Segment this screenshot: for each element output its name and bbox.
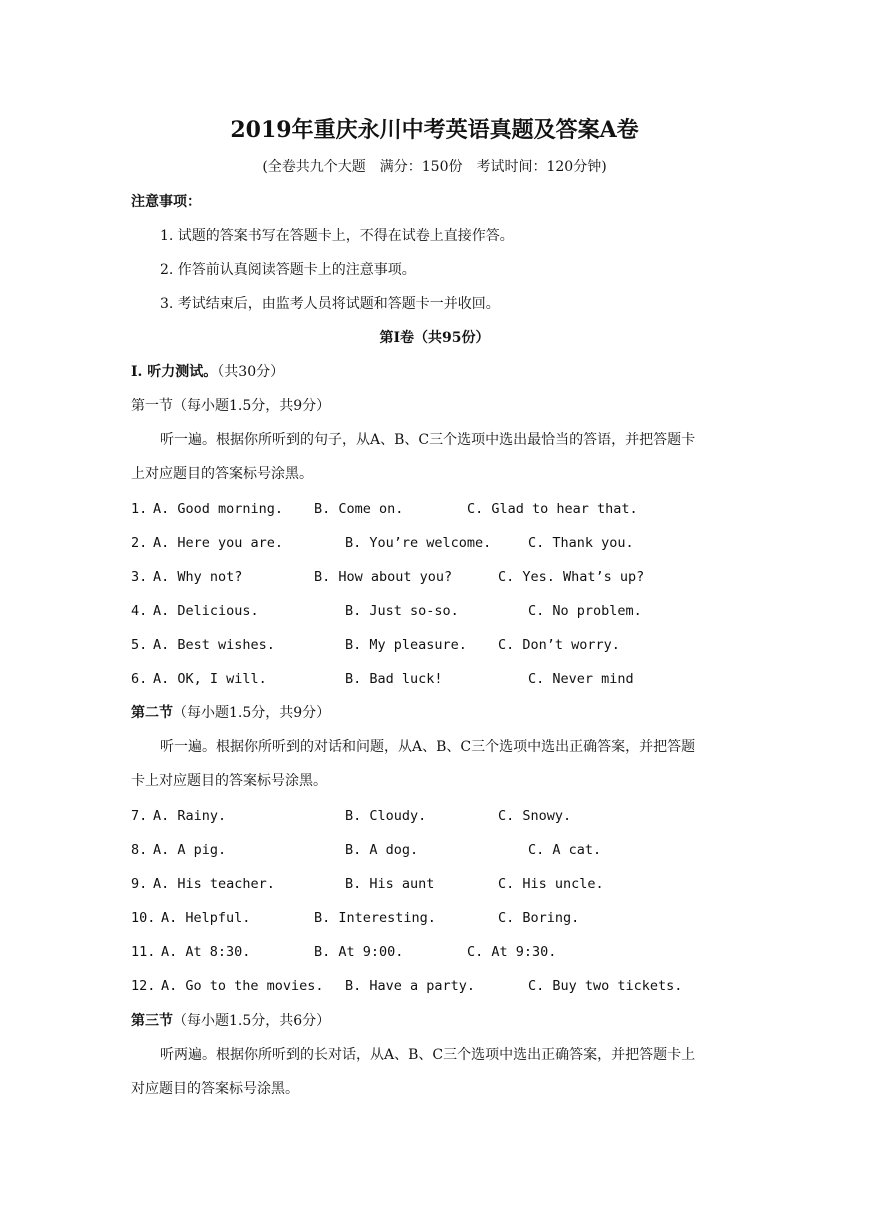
option-c: C. Don’t worry. [498,637,620,653]
question-number: 12. [131,978,156,994]
option-a: A. A pig. [153,842,227,858]
section-points: （共30分） [217,364,285,380]
subsection-heading [131,703,330,723]
question-number: 7. [131,808,148,824]
notice-item: 3. 考试结束后，由监考人员将试题和答题卡一并收回。 [160,296,500,312]
option-b: B. His aunt [345,876,435,892]
instruction-text: 听一遍。根据你所听到的句子，从A、B、C三个选项中选出最恰当的答语，并把答题卡 [160,432,696,448]
option-a: A. Best wishes. [153,637,275,653]
instruction-text: 听两遍。根据你所听到的长对话，从A、B、C三个选项中选出正确答案，并把答题卡上 [160,1047,696,1063]
option-b: B. Interesting. [314,910,436,926]
notice-item: 1. 试题的答案书写在答题卡上，不得在试卷上直接作答。 [160,228,514,244]
instruction-text: 卡上对应题目的答案标号涂黑。 [131,773,327,789]
option-c: C. His uncle. [498,876,604,892]
question-number: 2. [131,535,148,551]
question-number: 11. [131,944,156,960]
option-a: A. At 8:30. [161,944,251,960]
option-c: C. Yes. What’s up? [498,569,645,585]
option-b: B. At 9:00. [314,944,404,960]
instruction-text: 对应题目的答案标号涂黑。 [131,1081,299,1097]
question-number: 10. [131,910,156,926]
option-a: A. His teacher. [153,876,275,892]
option-c: C. No problem. [528,603,642,619]
option-c: C. A cat. [528,842,602,858]
option-b: B. Cloudy. [345,808,427,824]
option-c: C. Never mind [528,671,634,687]
option-b: B. How about you? [314,569,453,585]
question-number: 8. [131,842,148,858]
option-a: A. Why not? [153,569,243,585]
part-heading: 第Ⅰ卷（共95份） [379,330,490,346]
option-b: B. My pleasure. [345,637,467,653]
option-b: B. A dog. [345,842,419,858]
option-a: A. Here you are. [153,535,284,551]
question-number: 6. [131,671,148,687]
option-b: B. Come on. [314,501,404,517]
subsection-points: （每小题1.5分，共6分） [173,1013,331,1029]
notice-item: 2. 作答前认真阅读答题卡上的注意事项。 [160,262,416,278]
option-b: B. Have a party. [345,978,476,994]
option-c: C. Glad to hear that. [467,501,638,517]
option-a: A. OK, I will. [153,671,267,687]
option-a: A. Helpful. [161,910,251,926]
question-number: 4. [131,603,148,619]
option-a: A. Delicious. [153,603,259,619]
option-c: C. Snowy. [498,808,572,824]
subsection-points: （每小题1.5分，共9分） [173,705,331,721]
instruction-text: 上对应题目的答案标号涂黑。 [131,466,313,482]
subsection-title: 第三节 [131,1013,173,1029]
option-c: C. Thank you. [528,535,634,551]
subsection-heading [131,1011,330,1031]
option-b: B. Just so-so. [345,603,459,619]
option-c: C. At 9:30. [467,944,557,960]
notice-heading: 注意事项： [131,194,201,210]
option-b: B. You’re welcome. [345,535,492,551]
option-a: A. Go to the movies. [161,978,324,994]
question-number: 5. [131,637,148,653]
page-title: 2019年重庆永川中考英语真题及答案A卷 [230,117,639,143]
exam-subtitle: (全卷共九个大题 满分：150份 考试时间：120分钟) [262,159,607,175]
option-a: A. Rainy. [153,808,227,824]
question-number: 9. [131,876,148,892]
option-a: A. Good morning. [153,501,284,517]
option-c: C. Boring. [498,910,580,926]
section-title: Ⅰ. 听力测试。 [131,364,218,380]
instruction-text: 听一遍。根据你所听到的对话和问题，从A、B、C三个选项中选出正确答案，并把答题 [160,739,696,755]
option-b: B. Bad luck! [345,671,443,687]
question-number: 3. [131,569,148,585]
section-heading [131,362,284,382]
subsection-title: 第二节 [131,705,173,721]
question-number: 1. [131,501,148,517]
subsection-heading: 第一节（每小题1.5分，共9分） [131,398,331,414]
option-c: C. Buy two tickets. [528,978,683,994]
